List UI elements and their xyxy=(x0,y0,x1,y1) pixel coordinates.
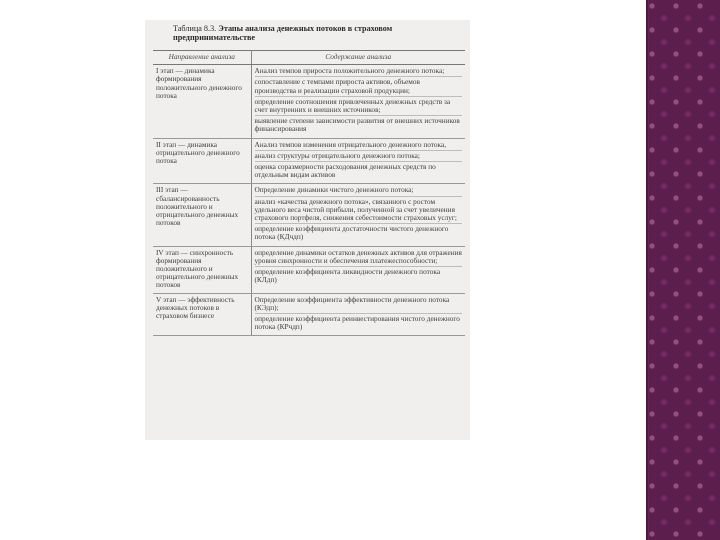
content-cell xyxy=(251,293,465,336)
header-direction: Направление анализа xyxy=(153,51,251,65)
scanned-page xyxy=(145,20,470,440)
content-item: Анализ темпов прироста положительного денежного потока; xyxy=(254,66,445,76)
table-row xyxy=(153,65,465,138)
table-row xyxy=(153,246,465,293)
stage-cell: III этап — сбалансированность положительного и отрицательного денежных потоков xyxy=(153,184,251,246)
table-row xyxy=(153,138,465,184)
table-caption xyxy=(173,24,463,43)
content-item: определение коэффициента ликвидности денежного потока (КЛдп) xyxy=(255,266,463,285)
stage-cell: IV этап — синхронность формирования положительного и отрицательного денежных потоков xyxy=(153,246,251,293)
content-cell xyxy=(251,65,465,138)
caption-label: Таблица 8.3. xyxy=(173,24,217,33)
content-item: Определение коэффициента эффективности денежного потока (КЭдп); xyxy=(254,294,450,312)
content-item: определение динамики остатков денежных активов для отражения уровня синхронности и обеспечения платежеспособности; xyxy=(254,247,462,265)
table-header-row xyxy=(153,51,465,65)
table-row xyxy=(153,184,465,246)
content-item: Анализ темпов изменения отрицательного денежного потока, xyxy=(254,139,447,149)
content-item: определение соотношения привлеченных денежных средств за счет внутренних и внешних источников; xyxy=(255,96,463,115)
content-cell xyxy=(251,246,465,293)
content-cell xyxy=(251,184,465,246)
stage-cell: I этап — динамика формирования положительного денежного потока xyxy=(153,65,251,138)
content-item: сопоставление с темпами прироста активов, объемов производства и реализации страховой продукции; xyxy=(255,76,463,95)
content-item: оценка соразмерности расходования денежных средств по отдельным видам активов xyxy=(255,161,463,180)
content-item: выявление степени зависимости развития от внешних источников финансирования xyxy=(255,115,463,134)
header-content: Содержание анализа xyxy=(251,51,465,65)
content-cell xyxy=(251,138,465,184)
stage-cell: V этап — эффективность денежных потоков в страховом бизнесе xyxy=(153,293,251,336)
content-item: анализ структуры отрицательного денежного потока; xyxy=(255,150,463,161)
table-row xyxy=(153,293,465,336)
caption-title: Этапы анализа денежных потоков в страховом предпринимательстве xyxy=(173,24,393,43)
content-item: Определение динамики чистого денежного потока; xyxy=(254,185,414,195)
content-item: определение коэффициента достаточности чистого денежного потока (КДчдп) xyxy=(255,223,463,242)
decorative-side-panel xyxy=(646,0,720,540)
content-item: определение коэффициента реинвестирования чистого денежного потока (КРчдп) xyxy=(255,313,463,332)
analysis-stages-table xyxy=(153,50,465,336)
stage-cell: II этап — динамика отрицательного денежного потока xyxy=(153,138,251,184)
content-item: анализ «качества денежного потока», связанного с ростом удельного веса чистой прибыли, полученной за счет увеличения страхового портфеля, снижения себестоимости страховых услуг; xyxy=(255,196,463,224)
